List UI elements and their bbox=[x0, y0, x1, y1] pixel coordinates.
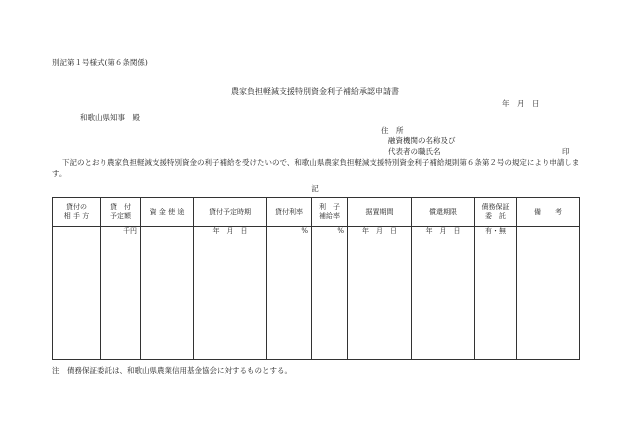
cell-lender bbox=[53, 227, 101, 237]
entry-loan-amount bbox=[101, 236, 141, 360]
entry-lender bbox=[53, 236, 101, 360]
table-entry-row bbox=[53, 236, 580, 360]
unit-repayment: 年 月 日 bbox=[412, 227, 475, 237]
entry-repayment bbox=[412, 236, 475, 360]
header-deferment-period: 据置期間 bbox=[348, 198, 412, 227]
unit-loan-amount: 千円 bbox=[101, 227, 141, 237]
header-fund-use: 資 金 使 途 bbox=[141, 198, 194, 227]
entry-loan-period bbox=[194, 236, 267, 360]
unit-subsidy-rate: % bbox=[312, 227, 348, 237]
unit-deferment: 年 月 日 bbox=[348, 227, 412, 237]
cell-fund-use bbox=[141, 227, 194, 237]
header-debt-guarantee: 債務保証 委 託 bbox=[475, 198, 517, 227]
address-label: 住 所 bbox=[381, 126, 404, 135]
entry-guarantee bbox=[475, 236, 517, 360]
footnote: 注 債務保証委託は、和歌山県農業信用基金協会に対するものとする。 bbox=[52, 366, 292, 375]
entry-remarks bbox=[517, 236, 580, 360]
unit-loan-period: 年 月 日 bbox=[194, 227, 267, 237]
cell-remarks bbox=[517, 227, 580, 237]
header-loan-period: 貸付予定時期 bbox=[194, 198, 267, 227]
form-number: 別記第１号様式(第６条関係) bbox=[52, 58, 148, 67]
header-remarks: 備 考 bbox=[517, 198, 580, 227]
header-subsidy-rate: 利 子 補給率 bbox=[312, 198, 348, 227]
table-header-row bbox=[53, 198, 580, 227]
entry-fund-use bbox=[141, 236, 194, 360]
body-text: 下記のとおり農家負担軽減支援特別資金の利子補給を受けたいので、和歌山県農家負担軽減支援特別資金利子補給規則第６条第２号の規定により申請します。 bbox=[52, 158, 580, 178]
entry-deferment bbox=[348, 236, 412, 360]
application-table bbox=[52, 197, 580, 360]
document-title: 農家負担軽減支援特別資金利子補給承認申請書 bbox=[231, 87, 399, 96]
unit-loan-rate: % bbox=[267, 227, 312, 237]
addressee: 和歌山県知事 殿 bbox=[80, 113, 140, 122]
representative-label: 代表者の職氏名 bbox=[388, 147, 441, 156]
header-loan-rate: 貸付利率 bbox=[267, 198, 312, 227]
entry-subsidy-rate bbox=[312, 236, 348, 360]
header-lender-partner: 貸付の 相 手 方 bbox=[53, 198, 101, 227]
table-units-row bbox=[53, 227, 580, 237]
header-repayment-deadline: 償還期限 bbox=[412, 198, 475, 227]
date-line: 年 月 日 bbox=[502, 99, 540, 108]
unit-guarantee: 有・無 bbox=[475, 227, 517, 237]
header-loan-planned-amount: 貸 付 予定額 bbox=[101, 198, 141, 227]
institution-label: 融資機関の名称及び bbox=[388, 136, 456, 145]
ki-heading: 記 bbox=[311, 184, 319, 193]
entry-loan-rate bbox=[267, 236, 312, 360]
seal-mark: 印 bbox=[562, 147, 570, 156]
